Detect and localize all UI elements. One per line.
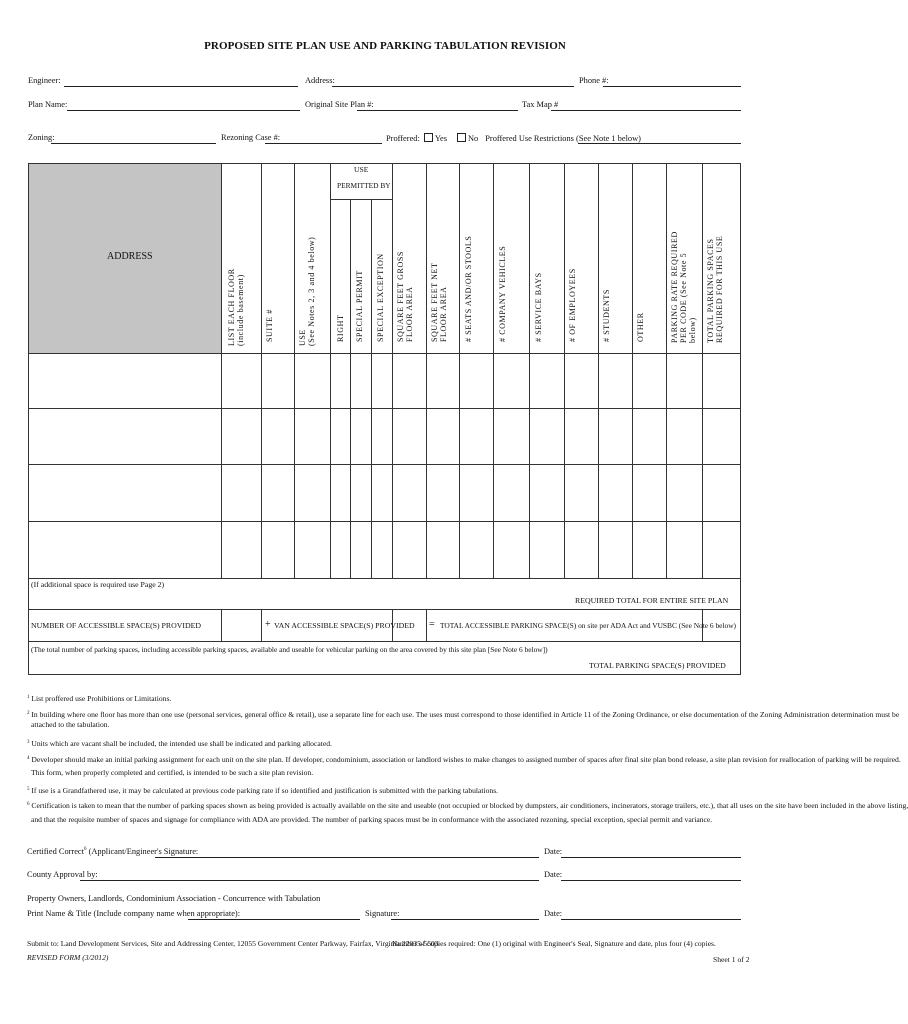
no-checkbox[interactable] xyxy=(457,133,466,142)
zoning-label: Zoning: xyxy=(28,133,55,142)
col-students: # STUDENTS xyxy=(602,289,611,342)
col-right: RIGHT xyxy=(336,314,345,342)
col-other: OTHER xyxy=(636,312,645,342)
certified-label: Certified Correct$^6$ (Applicant/Engineer's Signature: xyxy=(27,847,199,856)
sheet-number: Sheet 1 of 2 xyxy=(713,955,750,964)
page-title: PROPOSED SITE PLAN USE AND PARKING TABULATION REVISION xyxy=(204,40,566,52)
engineer-label: Engineer: xyxy=(28,76,61,85)
note-3: $^3$ Units which are vacant shall be included, the intended use shall be indicated and parking allocated. xyxy=(27,739,332,748)
county-approval-field[interactable] xyxy=(80,880,539,881)
use-header: USE xyxy=(354,165,369,174)
permitted-by-header: PERMITTED BY xyxy=(337,181,391,190)
phone-label: Phone #: xyxy=(579,76,609,85)
col-sq-gross: SQUARE FEET GROSS FLOOR AREA xyxy=(396,251,414,342)
proffered-restrictions-field[interactable] xyxy=(578,143,741,144)
col-sq-net: SQUARE FEET NET FLOOR AREA xyxy=(430,262,448,342)
col-suite: SUITE # xyxy=(265,309,274,342)
total-provided-label: TOTAL PARKING SPACE(S) PROVIDED xyxy=(589,661,726,670)
required-total-label: REQUIRED TOTAL FOR ENTIRE SITE PLAN xyxy=(575,596,729,605)
note-4: $^4$ Developer should make an initial parking assignment for each unit on the site plan. If developer, condominium, association or landlord wishes to make changes to assigned number of spaces after final site plan bond release, a site plan revision for reallocation of parking will be required. xyxy=(27,755,901,764)
col-seats: # SEATS AND/OR STOOLS xyxy=(464,235,473,342)
owner-date-field[interactable] xyxy=(561,919,741,920)
rezoning-case-label: Rezoning Case #: xyxy=(221,133,281,142)
note-2-cont: attached to the tabulation. xyxy=(31,720,110,729)
print-name-label: Print Name & Title (Include company name when appropriate): xyxy=(27,909,241,918)
plus-sign: + xyxy=(265,619,271,630)
yes-checkbox[interactable] xyxy=(424,133,433,142)
note-4-cont: This form, when properly completed and certified, is intended to be such a site plan revision. xyxy=(31,768,314,777)
col-list-floor: LIST EACH FLOOR (include basement) xyxy=(227,268,245,346)
proffered-restrictions-label: Proffered Use Restrictions (See Note 1 below) xyxy=(485,134,641,143)
col-total-parking: TOTAL PARKING SPACES REQUIRED FOR THIS USE xyxy=(706,235,724,343)
owner-date-label: Date: xyxy=(544,909,563,918)
certified-date-field[interactable] xyxy=(561,857,741,858)
proffered-group xyxy=(386,133,641,143)
engineer-field[interactable] xyxy=(64,86,298,87)
note-1: $^1$ List proffered use Prohibitions or Limitations. xyxy=(27,694,172,703)
equals-sign: = xyxy=(429,619,435,630)
plan-name-label: Plan Name: xyxy=(28,100,68,109)
certified-signature-field[interactable] xyxy=(155,857,539,858)
county-date-label: Date: xyxy=(544,870,563,879)
note-6-cont: and that the requisite number of spaces and signage for compliance with ADA are provided. The number of parking spaces must be in conformance with the associated rezoning, special exception, special permit and variance. xyxy=(31,815,713,824)
zoning-field[interactable] xyxy=(51,143,216,144)
signature-label: Signature: xyxy=(365,909,400,918)
van-accessible-label: VAN ACCESSIBLE SPACE(S) PROVIDED xyxy=(274,621,415,630)
address-field[interactable] xyxy=(332,86,574,87)
address-header: ADDRESS xyxy=(107,251,153,262)
certified-date-label: Date: xyxy=(544,847,563,856)
note-2: $^2$ In building where one floor has more than one use (personal services, general office & retail), use a separate line for each use. The uses must correspond to those identified in Article 11 of the Zoning Ordinance, or else documentation of the Zoning Administration determination must be xyxy=(27,710,900,719)
total-parking-note: (The total number of parking spaces, including accessible parking spaces, available and useable for vehicular parking on the area covered by this site plan [See Note 6 below]) xyxy=(31,645,548,654)
note-6: $^6$ Certification is taken to mean that the number of parking spaces shown as being provided is actually available on the site and useable (not occupied or blocked by dumpsters, air conditioners, incinerators, storage trailers, etc.), that all uses on the site have been included in the above listing, xyxy=(27,801,908,810)
tax-map-field[interactable] xyxy=(551,110,741,111)
owner-signature-field[interactable] xyxy=(391,919,539,920)
col-parking-rate: PARKING RATE REQUIRED PER CODE (See Note 5 below) xyxy=(670,231,697,343)
additional-space-note: (If additional space is required use Page 2) xyxy=(31,580,165,589)
revised-form: REVISED FORM (3/2012) xyxy=(27,953,109,962)
print-name-field[interactable] xyxy=(188,919,360,920)
accessible-provided-label: NUMBER OF ACCESSIBLE SPACE(S) PROVIDED xyxy=(31,621,201,630)
county-date-field[interactable] xyxy=(561,880,741,881)
original-site-plan-label: Original Site Plan #: xyxy=(305,100,374,109)
note-5: $^5$ If use is a Grandfathered use, it may be calculated at previous code parking rate if so identified and justification is submitted with the parking tabulations. xyxy=(27,786,499,795)
total-accessible-label: TOTAL ACCESSIBLE PARKING SPACE(S) on site per ADA Act and VUSBC (See Note 6 below) xyxy=(440,621,736,630)
proffered-label: Proffered: xyxy=(386,134,420,143)
col-special-permit: SPECIAL PERMIT xyxy=(355,270,364,342)
tax-map-label: Tax Map # xyxy=(522,100,559,109)
county-approval-label: County Approval by: xyxy=(27,870,98,879)
yes-label: Yes xyxy=(434,134,447,143)
col-bays: # SERVICE BAYS xyxy=(534,272,543,342)
plan-name-field[interactable] xyxy=(67,110,300,111)
submit-to: Submit to: Land Development Services, Site and Addressing Center, 12055 Government Center Parkway, Fairfax, Virginia 22035-5503 xyxy=(27,939,439,948)
no-label: No xyxy=(468,134,479,143)
copies-required: Number of copies required: One (1) original with Engineer's Seal, Signature and date, plus four (4) copies. xyxy=(392,939,716,948)
owners-label: Property Owners, Landlords, Condominium Association - Concurrence with Tabulation xyxy=(27,894,321,903)
rezoning-case-field[interactable] xyxy=(265,143,382,144)
phone-field[interactable] xyxy=(603,86,741,87)
col-employees: # OF EMPLOYEES xyxy=(568,268,577,342)
col-use: USE (See Notes 2, 3 and 4 below) xyxy=(298,236,316,346)
original-site-plan-field[interactable] xyxy=(357,110,518,111)
address-label: Address: xyxy=(305,76,335,85)
col-special-exception: SPECIAL EXCEPTION xyxy=(376,253,385,342)
col-vehicles: # COMPANY VEHICLES xyxy=(498,245,507,342)
